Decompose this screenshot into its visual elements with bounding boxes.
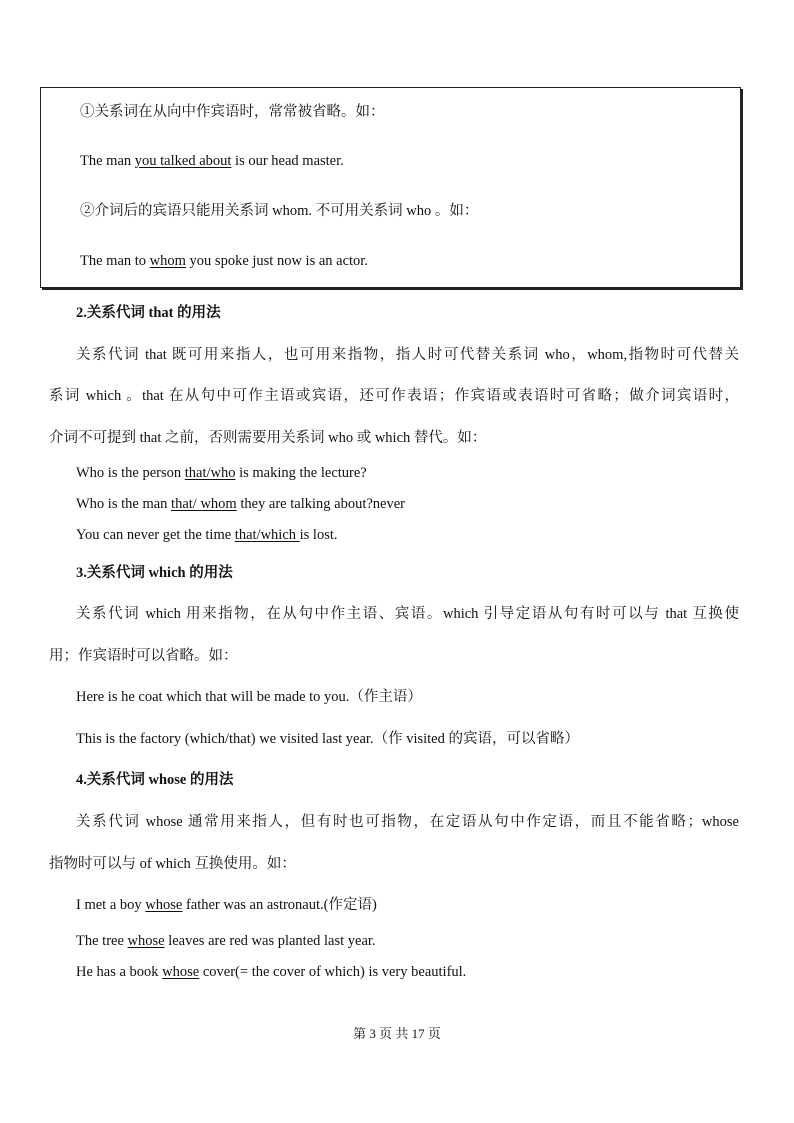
text-segment: leaves are red was planted last year. bbox=[164, 933, 376, 949]
underlined-phrase: that/who bbox=[184, 465, 236, 481]
page-number-footer: 第 3 页 共 17 页 bbox=[353, 1026, 441, 1041]
text-segment: is our head master. bbox=[231, 153, 344, 169]
text-segment: He has a book bbox=[76, 964, 163, 980]
paragraph-line: 关系代词 whose 通常用来指人，但有时也可指物，在定语从句中作定语，而且不能省略；whose bbox=[76, 814, 739, 830]
underlined-phrase: that/ whom bbox=[171, 496, 237, 512]
paragraph-line: 用；作宾语时可以省略。如： bbox=[49, 648, 238, 664]
text-segment: is lost. bbox=[299, 527, 338, 543]
text-segment: You can never get the time bbox=[76, 527, 235, 543]
section-heading-which: 3.关系代词 which 的用法 bbox=[76, 565, 233, 581]
example-sentence bbox=[76, 895, 377, 915]
section-heading-that: 2.关系代词 that 的用法 bbox=[76, 305, 221, 321]
example-sentence: Here is he coat which that will be made to you.（作主语） bbox=[76, 689, 422, 705]
underlined-phrase: whose bbox=[145, 897, 183, 913]
text-segment: The man to bbox=[80, 253, 150, 269]
text-segment: The tree bbox=[76, 933, 128, 949]
section-heading-whose: 4.关系代词 whose 的用法 bbox=[76, 772, 234, 788]
example-sentence bbox=[76, 494, 405, 514]
text-segment: is making the lecture? bbox=[235, 465, 367, 481]
text-segment: cover(= the cover of which) is very beautiful. bbox=[199, 964, 467, 980]
paragraph-line: 关系代词 that 既可用来指人，也可用来指物，指人时可代替关系词 who，whom,指物时可代替关 bbox=[76, 347, 739, 363]
box-rule-1: ①关系词在从向中作宾语时，常常被省略。如： bbox=[80, 104, 385, 120]
box-example-1 bbox=[80, 151, 344, 171]
text-segment: you spoke just now is an actor. bbox=[185, 253, 368, 269]
text-segment: they are talking about?never bbox=[236, 496, 405, 512]
paragraph-line: 指物时可以与 of which 互换使用。如： bbox=[49, 856, 296, 872]
example-sentence bbox=[76, 525, 338, 545]
text-segment: Who is the man bbox=[76, 496, 172, 512]
underlined-phrase: whom bbox=[149, 253, 186, 269]
underlined-phrase: whose bbox=[162, 964, 200, 980]
paragraph-line: 关系代词 which 用来指物，在从句中作主语、宾语。which 引导定语从句有时可以与 that 互换使 bbox=[76, 606, 739, 622]
example-sentence bbox=[76, 962, 466, 982]
box-example-2 bbox=[80, 251, 368, 271]
underlined-phrase: whose bbox=[127, 933, 165, 949]
underlined-phrase: that/which bbox=[234, 527, 300, 543]
example-sentence bbox=[76, 931, 376, 951]
text-segment: father was an astronaut.(作定语) bbox=[182, 897, 377, 913]
paragraph-line: 系词 which 。that 在从句中可作主语或宾语，还可作表语；作宾语或表语时可省略；做介词宾语时， bbox=[49, 388, 739, 404]
box-rule-2: ②介词后的宾语只能用关系词 whom. 不可用关系词 who 。如： bbox=[80, 203, 479, 219]
example-sentence bbox=[76, 463, 367, 483]
example-sentence: This is the factory (which/that) we visited last year.（作 visited 的宾语，可以省略） bbox=[76, 731, 579, 747]
text-segment: Who is the person bbox=[76, 465, 185, 481]
underlined-phrase: you talked about bbox=[134, 153, 232, 169]
text-segment: The man bbox=[80, 153, 135, 169]
text-segment: I met a boy bbox=[76, 897, 146, 913]
paragraph-line: 介词不可提到 that 之前，否则需要用关系词 who 或 which 替代。如： bbox=[49, 430, 487, 446]
